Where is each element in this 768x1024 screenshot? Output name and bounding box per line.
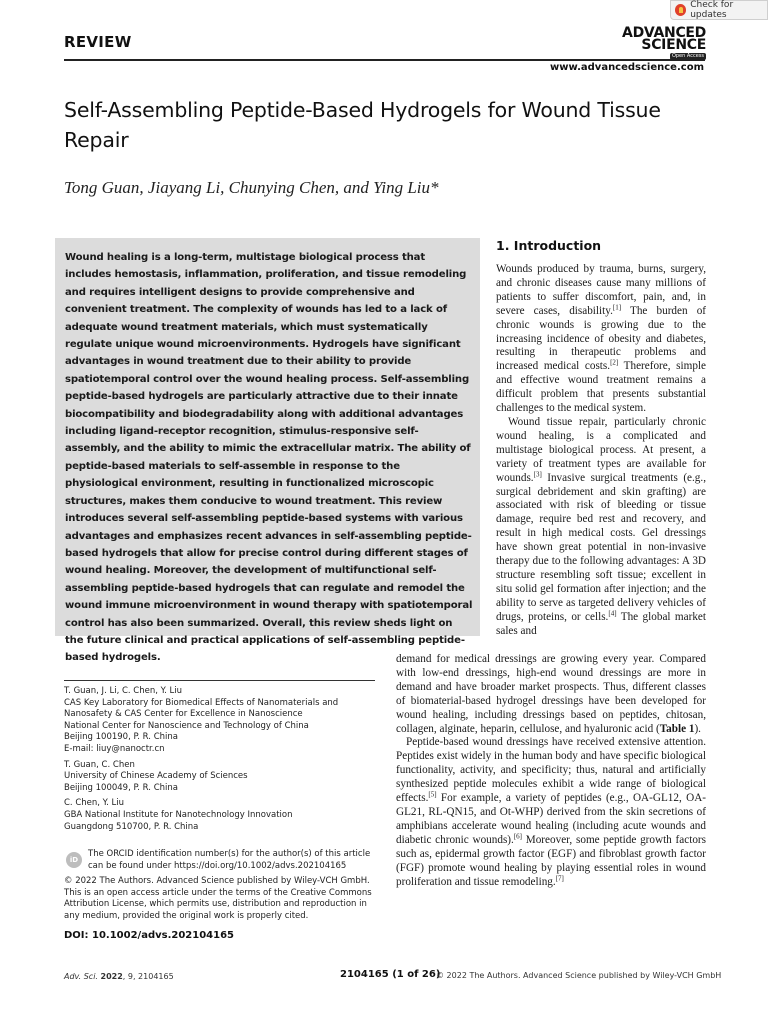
citation-link[interactable]: [6] xyxy=(513,832,522,841)
affiliation-line: University of Chinese Academy of Sciences xyxy=(64,771,248,782)
license-note: © 2022 The Authors. Advanced Science published by Wiley-VCH GmbH. This is an open access article under the terms of the Creative Commons Attribution License, which permits use, distribution and reproduction in any medium, provided the original work is properly cited. xyxy=(64,876,372,921)
journal-website-link[interactable]: www.advancedscience.com xyxy=(550,62,704,73)
doi-link[interactable]: DOI: 10.1002/advs.202104165 xyxy=(64,930,234,941)
footer-citation: Adv. Sci. 2022, 9, 2104165 xyxy=(64,972,174,981)
affiliation-line: National Center for Nanoscience and Technology of China xyxy=(64,720,309,731)
abstract-text: Wound healing is a long-term, multistage biological process that includes hemostasis, inflammation, proliferation, and tissue remodeling and requires intelligent designs to provide comprehensive and convenient treatment. The complexity of wounds has led to a lack of adequate wound treatment materials, which must systematically regulate unique wound microenvironments. Hydrogels have significant advantages in wound treatment due to their ability to provide spatiotemporal control over the wound healing process. Self-assembling peptide-based hydrogels are particularly attractive due to their innate biocompatibility and biodegradability along with additional advantages including ligand-receptor recognition, stimulus-responsive self-assembly, and the ability to mimic the extracellular matrix. The ability of peptide-based materials to self-assemble in response to the physiological environment, resulting in functionalized microscopic structures, makes them conducive to wound treatment. This review introduces several self-assembling peptide-based systems with various advantages and emphasizes recent advances in self-assembling peptide-based hydrogels that allow for precise control during different stages of wound healing. Moreover, the development of multifunctional self-assembling peptide-based hydrogels that can regulate and remodel the wound immune microenvironment in wound therapy with spatiotemporal control has also been summarized. Overall, this review sheds light on the future clinical and practical applications of self-assembling peptide-based hydrogels. xyxy=(65,252,473,664)
intro-paragraph-2: Wound tissue repair, particularly chronic wound healing, is a complicated and multistage biological process. At present, a variety of treatment types are available for wounds.[3] Invasive surgical treatments (e.g., surgical debridement and skin grafting) are associated with risk of bleeding or tissue damage, require bed rest and recovery, and result in high medical costs. Gel dressings have shown great potential in non-invasive therapy due to the following advantages: A 3D structure resembling soft tissue; excellent in situ solid gel formation after injection; and the ability to serve as targeted delivery vehicles of drugs, proteins, or cells.[4] The global market sales and xyxy=(496,415,706,637)
affiliation-line: Guangdong 510700, P. R. China xyxy=(64,821,199,832)
citation-link[interactable]: [7] xyxy=(555,873,564,882)
affiliations xyxy=(64,686,384,833)
affiliation-line: Nanosafety & CAS Center for Excellence in Nanoscience xyxy=(64,709,303,720)
affiliation-names: C. Chen, Y. Liu xyxy=(64,798,125,809)
citation-link[interactable]: [1] xyxy=(612,302,622,311)
logo-line-2: SCIENCE xyxy=(641,37,706,53)
intro-paragraph-3: Peptide-based wound dressings have received extensive attention. Peptides exist widely in the human body and have specific biological functionality, activity, and specificity; thus, natural and artificially synthesized peptide molecules exhibit a wide range of biological effects.[5] For example, a variety of peptides (e.g., OA-GL12, OA-GL21, RL-QN15, and Ot-WHP) derived from the skin secretions of amphibians accelerate wound healing (including acute wounds and diabetic chronic wounds).[6] Moreover, some peptide growth factors such as, epidermal growth factor (EGF) and fibroblast growth factor (FGF) promote wound healing by playing essential roles in wound proliferation and tissue remodeling.[7] xyxy=(396,736,706,888)
author-list: Tong Guan, Jiayang Li, Chunying Chen, and Ying Liu* xyxy=(64,178,439,197)
citation-link[interactable]: [4] xyxy=(608,608,617,617)
affiliation-line: CAS Key Laboratory for Biomedical Effects of Nanomaterials and xyxy=(64,697,339,708)
footer-page-number: 2104165 (1 of 26) xyxy=(340,969,441,980)
intro-column-wide xyxy=(396,653,706,889)
affiliation-line: Beijing 100190, P. R. China xyxy=(64,732,178,743)
affiliation-line: GBA National Institute for Nanotechnology Innovation xyxy=(64,809,293,820)
check-for-updates-button[interactable] xyxy=(670,0,768,20)
check-updates-label: Check for updates xyxy=(690,0,734,20)
section-heading-introduction: 1. Introduction xyxy=(496,238,602,253)
open-access-badge: Open Access xyxy=(671,53,704,59)
logo-line-1: ADVANCED xyxy=(622,25,706,41)
crossmark-icon xyxy=(675,4,686,16)
affiliation-divider xyxy=(64,680,375,681)
table-reference-link[interactable]: Table 1 xyxy=(659,722,695,735)
affiliation-line: Beijing 100049, P. R. China xyxy=(64,782,178,793)
header-divider xyxy=(64,59,705,61)
intro-paragraph-1: Wounds produced by trauma, burns, surgery, and chronic diseases cause many millions of patients to suffer discomfort, pain, and, in severe cases, disability.[1] The burden of chronic wounds is growing due to the increasing incidence of obesity and diabetes, resulting in therapeutic problems and increased medical costs.[2] Therefore, simple and effective wound treatment remains a difficult problem that presents substantial challenges to the medical system. xyxy=(496,263,707,415)
citation-link[interactable]: [5] xyxy=(428,790,437,799)
journal-logo xyxy=(596,26,706,60)
corresponding-email[interactable]: E-mail: liuy@nanoctr.cn xyxy=(64,743,165,754)
orcid-icon: iD xyxy=(66,852,82,868)
citation-link[interactable]: [2] xyxy=(610,358,619,367)
affiliation-names: T. Guan, C. Chen xyxy=(64,759,135,770)
section-label: REVIEW xyxy=(64,33,132,51)
footer-copyright: © 2022 The Authors. Advanced Science published by Wiley-VCH GmbH xyxy=(436,971,722,980)
orcid-note[interactable]: The ORCID identification number(s) for the author(s) of this article can be found under https://doi.org/10.1002/advs.202104165 xyxy=(88,849,371,871)
affiliation-names: T. Guan, J. Li, C. Chen, Y. Liu xyxy=(64,686,183,696)
article-title: Self-Assembling Peptide-Based Hydrogels for Wound Tissue Repair xyxy=(64,98,661,152)
intro-paragraph-2-continued: demand for medical dressings are growing every year. Compared with low-end dressings, high-end wound dressings are more in demand and have broader market prospects. Thus, different classes of biomaterial-based hydrogel dressings have been developed for wound healing, including dressings based on peptides, chitosan, collagen, alginate, heparin, cellulose, and hyaluronic acid (Table 1). xyxy=(396,653,706,735)
intro-column-narrow xyxy=(496,263,706,638)
citation-link[interactable]: [3] xyxy=(533,469,542,478)
